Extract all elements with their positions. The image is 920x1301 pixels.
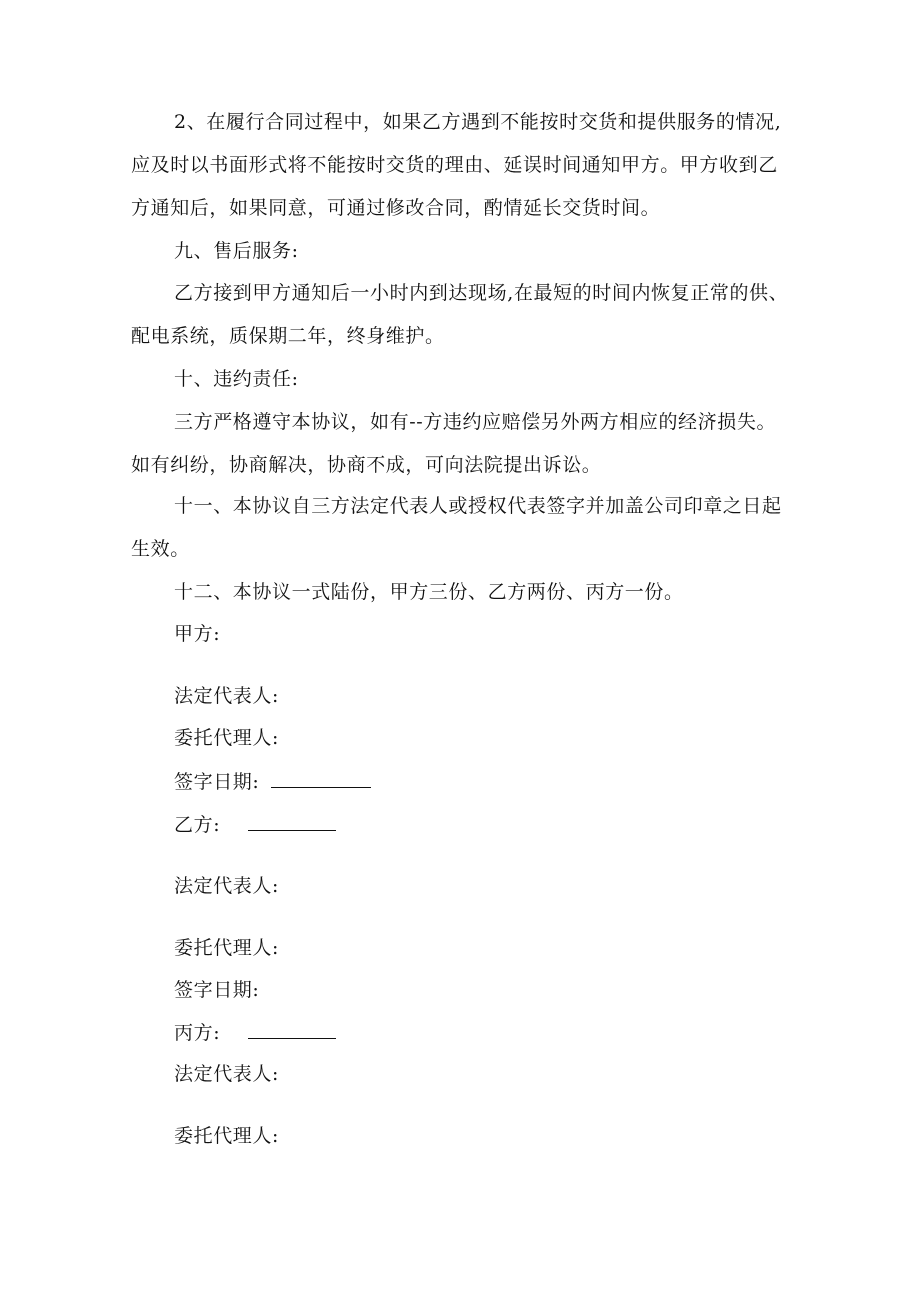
section-9-heading: 九、售后服务:: [174, 240, 299, 262]
party-a-sign-date-blank: [271, 769, 371, 788]
party-a-agent: 委托代理人:: [174, 727, 280, 749]
section-10-heading: 十、违约责任:: [174, 368, 299, 390]
section-10-line-2: 如有纠纷，协商解决，协商不成，可向法院提出诉讼。: [131, 454, 602, 476]
party-c-legal-rep: 法定代表人:: [174, 1063, 280, 1085]
party-a-sign-date-label: 签字日期:: [174, 771, 260, 793]
clause-8-2-line-1: 2、在履行合同过程中，如果乙方遇到不能按时交货和提供服务的情况,: [174, 111, 782, 133]
party-b-row: [174, 812, 336, 837]
section-9-line-2: 配电系统，质保期二年，终身维护。: [131, 325, 445, 347]
party-c-agent: 委托代理人:: [174, 1125, 280, 1147]
section-9-line-1: 乙方接到甲方通知后一小时内到达现场,在最短的时间内恢复正常的供、: [174, 282, 789, 304]
party-a-legal-rep: 法定代表人:: [174, 685, 280, 707]
party-a-label: 甲方:: [174, 623, 221, 645]
party-b-name-blank: [248, 812, 336, 831]
section-12-line-1: 十二、本协议一式陆份，甲方三份、乙方两份、丙方一份。: [174, 581, 684, 603]
section-10-line-1: 三方严格遵守本协议，如有--方违约应赔偿另外两方相应的经济损失。: [174, 411, 777, 433]
party-c-name-blank: [248, 1020, 336, 1039]
party-c-label: 丙方:: [174, 1022, 221, 1044]
party-c-row: [174, 1020, 336, 1045]
clause-8-2-line-3: 方通知后，如果同意，可通过修改合同，酌情延长交货时间。: [131, 197, 661, 219]
section-11-line-1: 十一、本协议自三方法定代表人或授权代表签字并加盖公司印章之日起: [174, 495, 782, 517]
section-11-line-2: 生效。: [131, 538, 190, 560]
party-b-label: 乙方:: [174, 814, 221, 836]
party-b-sign-date: 签字日期:: [174, 979, 260, 1001]
party-a-sign-date-row: [174, 769, 371, 794]
clause-8-2-line-2: 应及时以书面形式将不能按时交货的理由、延误时间通知甲方。甲方收到乙: [131, 154, 778, 176]
party-b-legal-rep: 法定代表人:: [174, 875, 280, 897]
party-b-agent: 委托代理人:: [174, 937, 280, 959]
